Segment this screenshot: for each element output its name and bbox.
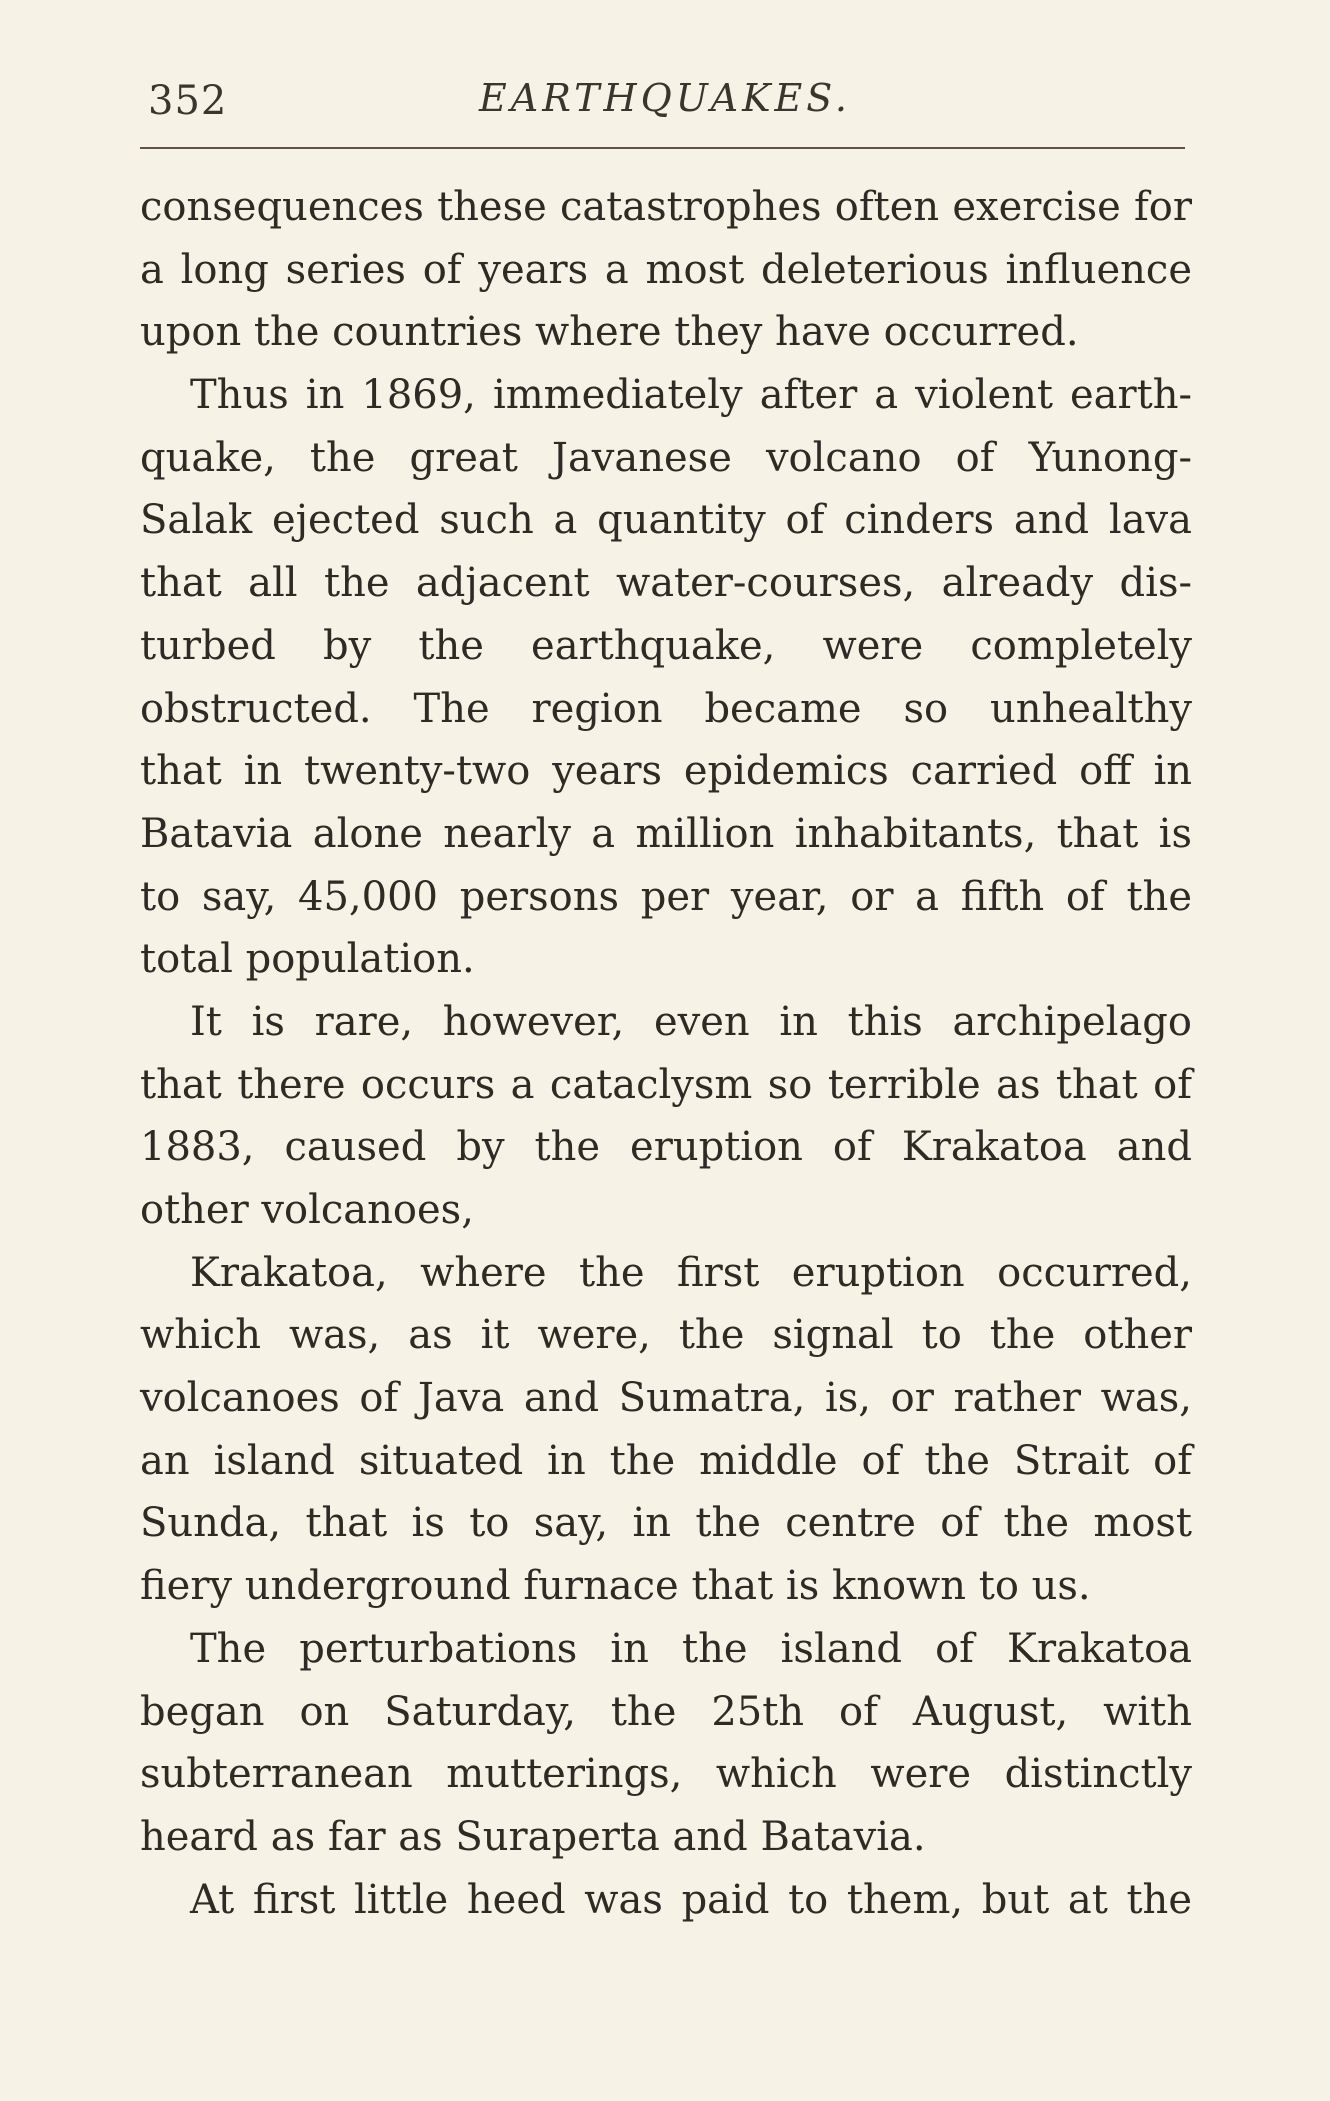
- text-line: turbed by the earthquake, were completely: [140, 622, 1192, 669]
- text-line: volcanoes of Java and Sumatra, is, or rather was,: [140, 1375, 1192, 1422]
- text-line: quake, the great Javanese volcano of Yunong-: [140, 434, 1192, 481]
- text-line: other volcanoes,: [140, 1187, 474, 1233]
- text-line: that all the adjacent water-courses, already dis-: [140, 560, 1192, 607]
- text-line: began on Saturday, the 25th of August, with: [140, 1688, 1192, 1735]
- text-line: total population.: [140, 936, 475, 983]
- text-line: 1883, caused by the eruption of Krakatoa and: [140, 1124, 1192, 1171]
- header-rule: [140, 147, 1185, 149]
- text-line: to say, 45,000 persons per year, or a fifth of the: [140, 873, 1192, 920]
- text-line: Batavia alone nearly a million inhabitants, that is: [140, 810, 1192, 857]
- text-line: a long series of years a most deleterious influence: [140, 246, 1192, 293]
- text-line: The perturbations in the island of Krakatoa: [190, 1625, 1192, 1672]
- text-line: fiery underground furnace that is known to us.: [140, 1563, 1091, 1610]
- text-line: Salak ejected such a quantity of cinders and lava: [140, 497, 1192, 544]
- text-line: Thus in 1869, immediately after a violent earth-: [190, 372, 1192, 419]
- text-line: that there occurs a cataclysm so terrible as that of: [140, 1061, 1192, 1108]
- text-line: At first little heed was paid to them, but at the: [190, 1876, 1192, 1923]
- text-line: It is rare, however, even in this archipelago: [190, 998, 1192, 1045]
- text-line: Krakatoa, where the first eruption occurred,: [190, 1249, 1192, 1296]
- text-line: consequences these catastrophes often exercise for: [140, 184, 1192, 230]
- text-line: Sunda, that is to say, in the centre of the most: [140, 1500, 1192, 1547]
- text-line: that in twenty-two years epidemics carried off in: [140, 748, 1192, 795]
- text-line: upon the countries where they have occurred.: [140, 309, 1079, 356]
- text-line: subterranean mutterings, which were distinctly: [140, 1751, 1192, 1798]
- body-text: [140, 176, 1192, 1931]
- text-line: which was, as it were, the signal to the other: [140, 1312, 1192, 1359]
- text-line: heard as far as Suraperta and Batavia.: [140, 1813, 926, 1860]
- text-line: an island situated in the middle of the Strait of: [140, 1437, 1192, 1484]
- page-number: 352: [148, 78, 228, 124]
- running-head-title: EARTHQUAKES.: [479, 76, 851, 120]
- text-line: obstructed. The region became so unhealthy: [140, 685, 1192, 732]
